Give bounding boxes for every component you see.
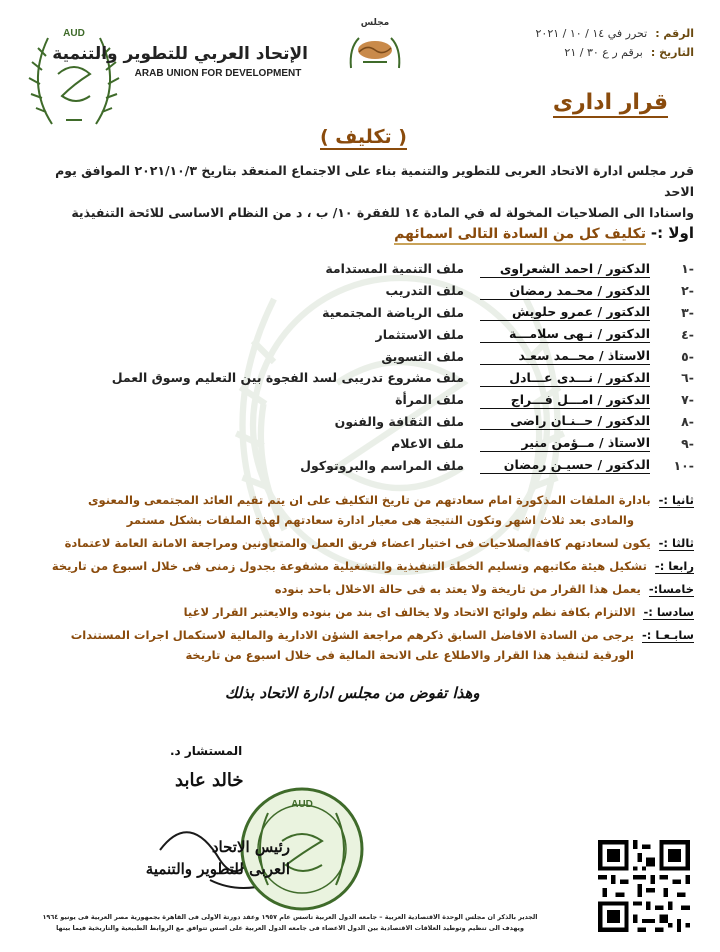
member-name: الدكتور / عمرو حلويش — [480, 303, 650, 321]
union-name-arabic: الإتحاد العربي للتطوير والتنمية — [52, 44, 308, 64]
member-file: ملف المرأة — [395, 392, 464, 408]
member-number: -٧ — [681, 392, 694, 408]
clause-item — [22, 490, 694, 530]
member-number: -٩ — [681, 435, 694, 451]
member-number: -٦ — [681, 370, 694, 386]
member-row — [22, 389, 694, 411]
member-number: -١ — [681, 261, 694, 277]
date-value: برقم ر ع ٣٠ / ٢١ — [564, 46, 643, 59]
clause-text: بادارة الملفات المذكورة امام سعادتهم من تاريخ التكليف على ان يتم تقيم العائد المجتمعى والمعنوى — [88, 493, 651, 507]
member-row — [22, 280, 694, 302]
clause-key: ثالثا :- — [658, 536, 694, 550]
member-file: ملف مشروع تدريبى لسد الفجوة بين التعليم وسوق العمل — [111, 370, 464, 386]
union-name-block — [52, 44, 308, 79]
clause-text: يكون لسعادتهم كافةالصلاحيات فى اختيار اعضاء فريق العمل والمتعاونين ومراجعة الامانة العامة لاعتمادة — [64, 536, 651, 550]
clause-text: يعمل هذا القرار من تاريخة ولا يعتد به فى حالة الاخلال باحد بنوده — [274, 582, 641, 596]
member-row — [22, 367, 694, 389]
advisor-name: خالد عابد — [175, 770, 244, 791]
member-name: الدكتور / نـهى سلامـــة — [480, 325, 650, 343]
member-file: ملف الرياضة المجتمعية — [322, 304, 464, 320]
clause-item — [22, 625, 694, 665]
aud-abbrev: AUD — [63, 28, 85, 39]
ref-date-line — [536, 43, 694, 62]
union-name-english: ARAB UNION FOR DEVELOPMENT — [134, 68, 302, 79]
member-file: ملف الاستثمار — [375, 326, 464, 342]
clause-key: سادسا :- — [643, 605, 694, 619]
member-number: -٣ — [681, 304, 694, 320]
member-file: ملف التدريب — [385, 283, 464, 299]
member-row — [22, 323, 694, 345]
clause-continuation: الورقية لتنفيذ هذا القرار والاطلاع على الانحة المالية فى خلال اسبوع من تاريخة — [185, 648, 634, 662]
member-name: الدكتور / احمد الشعراوى — [480, 260, 650, 278]
intro-line-1: قرر مجلس ادارة الاتحاد العربى للتطوير والتنمية بناء على الاجتماع المنعقد بتاريخ ٢٠٢١/١٠/٣ الموافق يوم الاحد — [55, 163, 694, 199]
member-file: ملف المراسم والبروتوكول — [300, 457, 464, 473]
assignment-title-text: ( تكليف ) — [320, 126, 407, 148]
advisor-title: المستشار د. — [170, 744, 243, 758]
first-clause-text: تكليف كل من السادة التالى اسمائهم — [394, 226, 646, 245]
member-row — [22, 302, 694, 324]
members-list — [22, 258, 694, 476]
intro-paragraph — [24, 160, 694, 223]
ref-label: الرقم : — [655, 27, 694, 40]
member-file: ملف الثقافة والفنون — [334, 413, 464, 429]
intro-line-2: واسنادا الى الصلاحيات المخولة له في المادة ١٤ للفقرة ١٠/ ب ، د من النظام الاساسى للائحة التنفيذية — [71, 205, 694, 220]
member-name: الدكتور / نـــدى عـــادل — [480, 369, 650, 387]
member-file: ملف التسويق — [381, 348, 464, 364]
clauses-list — [22, 490, 694, 668]
member-name: الدكتور / حسيـن رمضان — [480, 456, 650, 474]
president-line-1: رئيس الاتحاد — [211, 838, 290, 856]
president-title — [120, 836, 290, 880]
member-row — [22, 258, 694, 280]
date-label: التاريخ : — [650, 46, 694, 59]
member-name: الاستاذ / مــؤمن منير — [480, 434, 650, 452]
member-name: الدكتور / امـــل فـــراج — [480, 391, 650, 409]
reference-block — [536, 24, 694, 62]
member-number: -٢ — [681, 283, 694, 299]
clause-continuation: والمادى بعد ثلاث اشهر وتكون النتيجة هى معيار ادارة سعادتهم لهذة الملفات بشكل مستمر — [126, 513, 634, 527]
member-row — [22, 411, 694, 433]
member-name: الدكتور / محـمد رمضان — [480, 282, 650, 300]
member-number: -٥ — [681, 348, 694, 364]
closing-statement: وهذا تفوض من مجلس ادارة الاتحاد بذلك — [225, 684, 480, 702]
member-row — [22, 454, 694, 476]
footer-line-1: الجدير بالذكر ان مجلس الوحدة الاقتصادية العربية – جامعه الدول العربية تاسس عام ١٩٥٧ وعقد دورتة الاولى فى القاهرة بجمهورية مصر العربية فى يونيو ١٩٦٤ — [42, 913, 538, 921]
member-row — [22, 345, 694, 367]
clause-item — [22, 602, 694, 622]
clause-text: يرجى من السادة الافاضل السابق ذكرهم مراجعة الشؤن الادارية والمالية لاستكمال اجرات المستندات — [70, 628, 634, 642]
footer-note — [10, 912, 570, 934]
member-number: -٨ — [681, 413, 694, 429]
member-number: -١٠ — [673, 457, 694, 473]
first-clause-heading — [394, 224, 694, 242]
ref-value: تحرر في ١٤ / ١٠ / ٢٠٢١ — [535, 27, 648, 40]
handshake-icon — [345, 28, 405, 72]
council-logo — [345, 18, 405, 76]
member-number: -٤ — [681, 326, 694, 342]
decision-title: قرار ادارى — [553, 90, 668, 118]
council-title: مجلس — [360, 18, 390, 28]
clause-item — [22, 579, 694, 599]
first-clause-key: اولا :- — [650, 224, 694, 242]
clause-item — [22, 556, 694, 576]
footer-line-2: ويهدف الى تنظيم وتوطيد العلاقات الاقتصادية بين الدول الاعضاء فى جامعه الدول العربية على اسس تتوافق مع الروابط الطبيعية والتاريخية فيما بينها — [56, 924, 524, 932]
clause-text: تشكيل هيئة مكاتبهم وتسليم الخطة التنفيذية والتشغيلية مشفوعة بجدول زمنى فى خلال اسبوع من تاريخة — [51, 559, 647, 573]
clause-text: الالتزام بكافة نظم ولوائح الاتحاد ولا يخالف اى بند من بنوده والايعتبر القرار لاغيا — [183, 605, 636, 619]
aud-laurel-logo-icon — [22, 24, 126, 134]
stamp-abbrev: AUD — [291, 799, 313, 810]
clause-item — [22, 533, 694, 553]
qr-code-icon[interactable] — [598, 840, 690, 932]
assignment-title — [320, 126, 407, 148]
member-name: الاستاذ / محــمد سعـد — [480, 347, 650, 365]
member-file: ملف الاعلام — [391, 435, 464, 451]
president-line-2: العربى للتطوير والتنمية — [145, 860, 290, 878]
member-name: الدكتور / حــنـان راضى — [480, 412, 650, 430]
ref-number-line — [536, 24, 694, 43]
clause-key: سابـعـا :- — [642, 628, 694, 642]
clause-key: خامسا:- — [648, 582, 694, 596]
clause-key: ثانيا :- — [658, 493, 694, 507]
member-file: ملف التنمية المستدامة — [325, 261, 464, 277]
clause-key: رابعا :- — [654, 559, 694, 573]
member-row — [22, 432, 694, 454]
